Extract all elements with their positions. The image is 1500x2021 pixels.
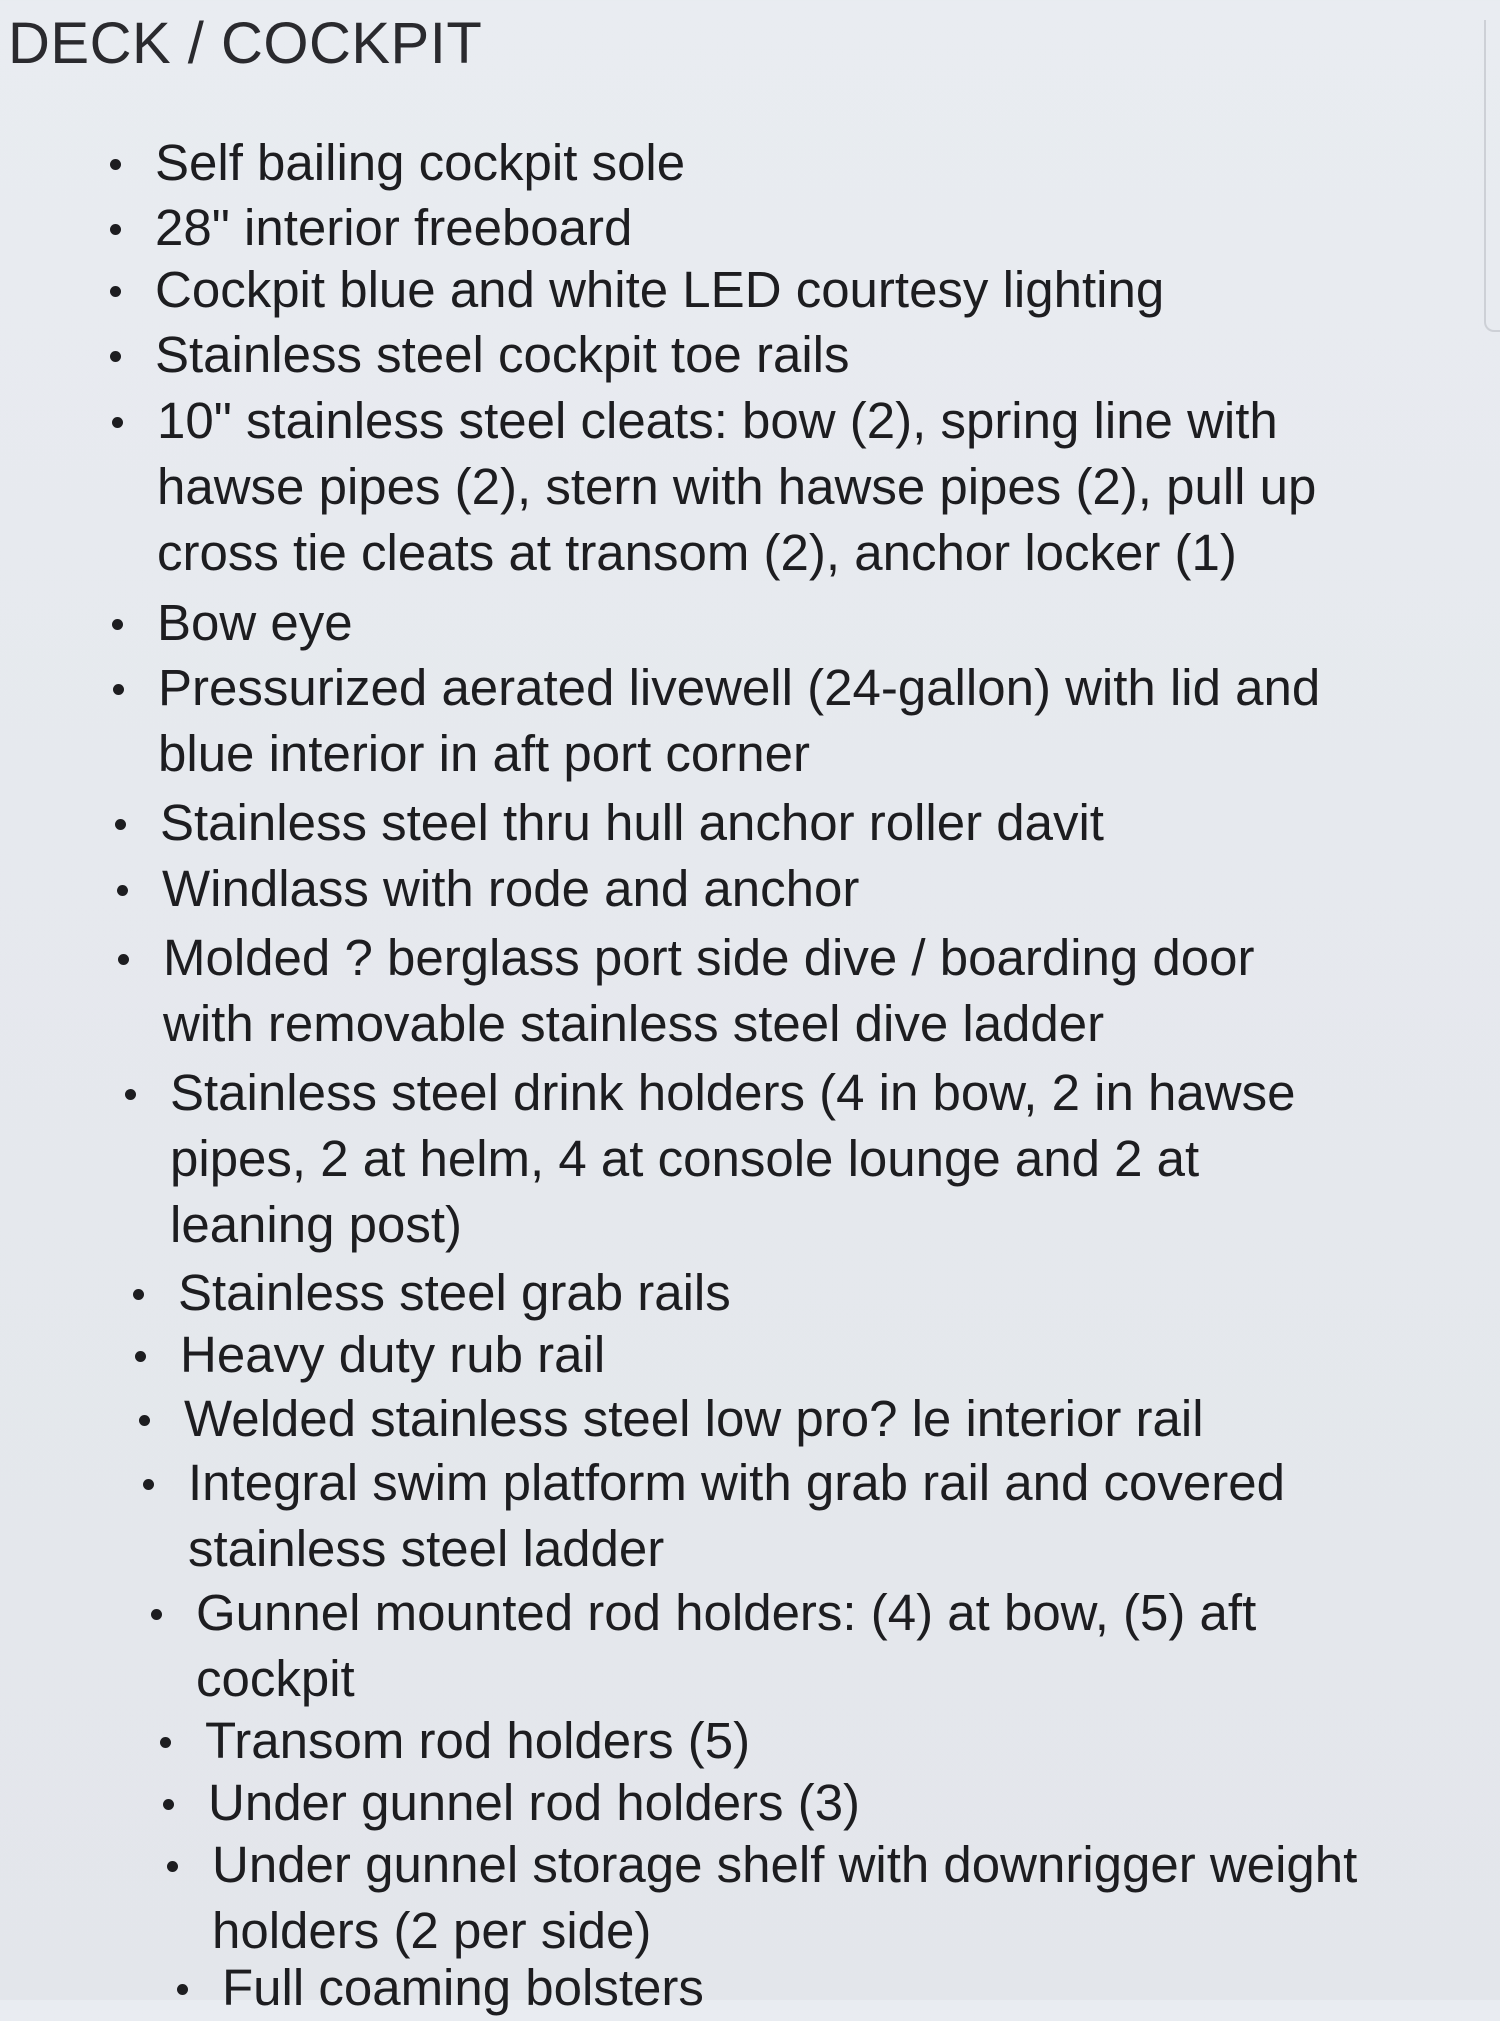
list-item xyxy=(162,856,859,922)
list-item-text: Under gunnel storage shelf with downrigger weight xyxy=(212,1836,1358,1893)
list-item-text: Heavy duty rub rail xyxy=(180,1326,606,1383)
list-item xyxy=(170,1060,1295,1258)
list-item-text: 10" stainless steel cleats: bow (2), spring line with xyxy=(157,392,1278,449)
list-item-text: Stainless steel cockpit toe rails xyxy=(155,326,850,383)
list-item xyxy=(157,388,1316,586)
list-item xyxy=(178,1260,731,1326)
bullet-icon xyxy=(110,351,121,362)
list-item-text: Stainless steel grab rails xyxy=(178,1264,731,1321)
bullet-icon xyxy=(110,224,121,235)
list-item xyxy=(180,1322,605,1388)
list-item-text: with removable stainless steel dive ladder xyxy=(163,995,1105,1052)
list-item-text: Self bailing cockpit sole xyxy=(155,134,686,191)
bullet-icon xyxy=(125,1089,136,1100)
bullet-icon xyxy=(117,885,128,896)
list-item-text: cross tie cleats at transom (2), anchor locker (1) xyxy=(157,524,1237,581)
bullet-icon xyxy=(113,684,124,695)
list-item-text: Windlass with rode and anchor xyxy=(162,860,860,917)
list-item-text: holders (2 per side) xyxy=(212,1902,652,1959)
list-item xyxy=(188,1450,1285,1582)
list-item-text: Integral swim platform with grab rail and covered xyxy=(188,1454,1285,1511)
list-item xyxy=(155,322,849,388)
bullet-icon xyxy=(133,1289,144,1300)
list-item xyxy=(155,257,1164,323)
bullet-icon xyxy=(143,1479,154,1490)
bullet-icon xyxy=(139,1415,150,1426)
list-item xyxy=(157,590,353,656)
list-item xyxy=(160,790,1104,856)
list-item xyxy=(196,1580,1256,1712)
list-item-text: hawse pipes (2), stern with hawse pipes (2), pull up xyxy=(157,458,1317,515)
list-item-text: Stainless steel thru hull anchor roller davit xyxy=(160,794,1104,851)
list-item xyxy=(205,1708,750,1774)
list-item-text: Cockpit blue and white LED courtesy lighting xyxy=(155,261,1165,318)
list-item-text: Full coaming bolsters xyxy=(222,1959,704,2016)
list-item-text: Gunnel mounted rod holders: (4) at bow, (5) aft xyxy=(196,1584,1257,1641)
bullet-icon xyxy=(118,954,129,965)
bullet-icon xyxy=(110,159,121,170)
list-item-text: Welded stainless steel low pro? le interior rail xyxy=(184,1390,1204,1447)
page-edge-divider xyxy=(1484,20,1500,332)
bullet-icon xyxy=(167,1861,178,1872)
section-heading: DECK / COCKPIT xyxy=(8,11,483,76)
list-item xyxy=(163,925,1255,1057)
list-item-text: Molded ? berglass port side dive / boarding door xyxy=(163,929,1255,986)
list-item-text: cockpit xyxy=(196,1650,355,1707)
list-item xyxy=(222,1955,704,2021)
list-item-text: pipes, 2 at helm, 4 at console lounge and 2 at xyxy=(170,1130,1200,1187)
bullet-icon xyxy=(151,1609,162,1620)
bullet-icon xyxy=(163,1799,174,1810)
bullet-icon xyxy=(160,1737,171,1748)
list-item-text: Pressurized aerated livewell (24-gallon) with lid and xyxy=(158,659,1321,716)
bullet-icon xyxy=(112,417,123,428)
list-item-text: Stainless steel drink holders (4 in bow, 2 in hawse xyxy=(170,1064,1296,1121)
list-item xyxy=(212,1832,1357,1964)
list-item-text: Under gunnel rod holders (3) xyxy=(208,1774,861,1831)
bullet-icon xyxy=(135,1351,146,1362)
list-item-text: 28" interior freeboard xyxy=(155,199,633,256)
list-item xyxy=(155,195,632,261)
bullet-icon xyxy=(115,819,126,830)
bullet-icon xyxy=(112,619,123,630)
list-item xyxy=(184,1386,1204,1452)
list-item xyxy=(208,1770,860,1836)
bullet-icon xyxy=(177,1984,188,1995)
list-item-text: Transom rod holders (5) xyxy=(205,1712,751,1769)
list-item-text: leaning post) xyxy=(170,1196,463,1253)
list-item xyxy=(155,130,685,196)
list-item xyxy=(158,655,1320,787)
list-item-text: blue interior in aft port corner xyxy=(158,725,810,782)
bullet-icon xyxy=(110,286,121,297)
list-item-text: Bow eye xyxy=(157,594,353,651)
list-item-text: stainless steel ladder xyxy=(188,1520,665,1577)
